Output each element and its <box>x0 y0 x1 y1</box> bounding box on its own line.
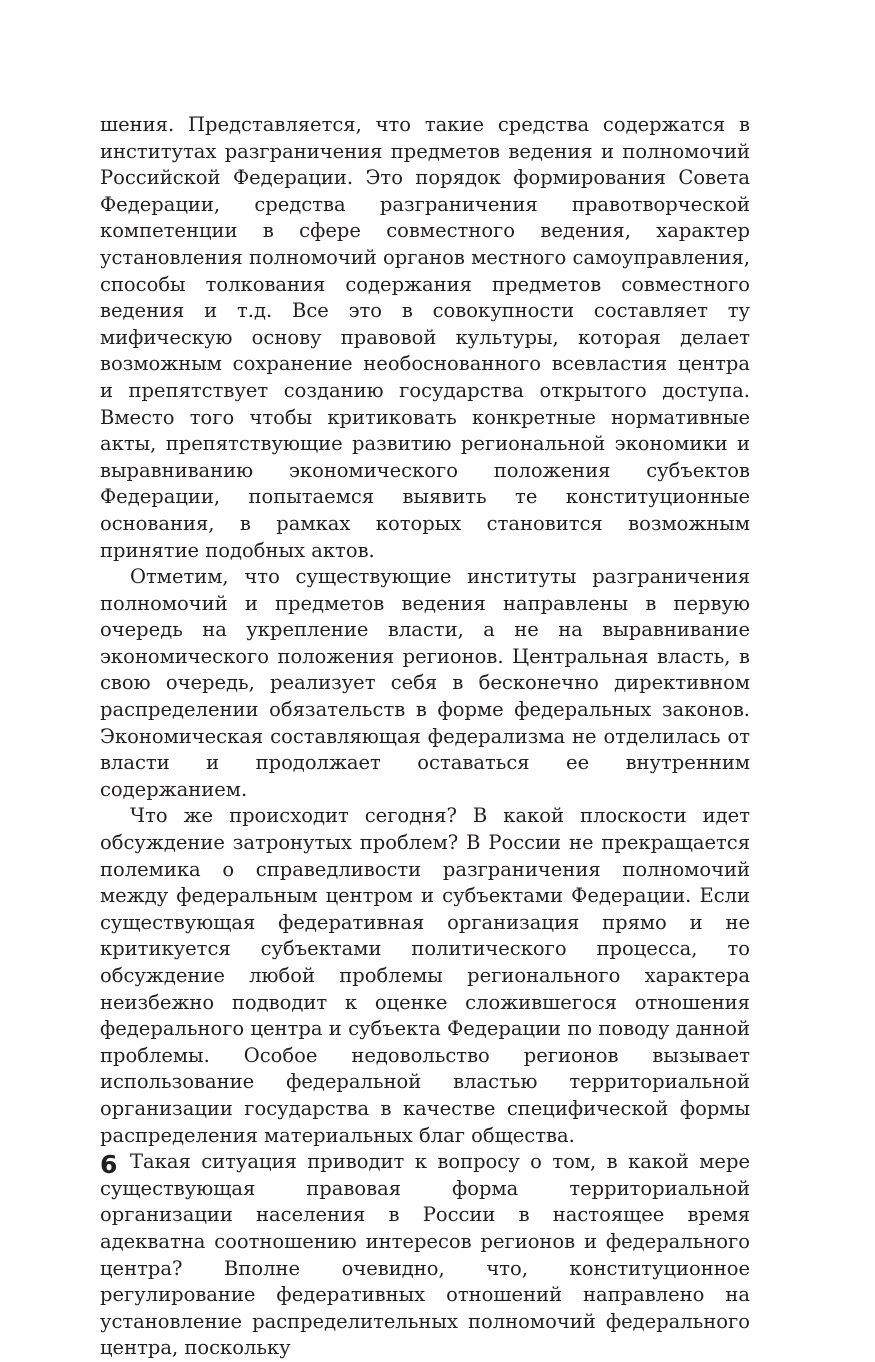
paragraph: Что же происходит сегодня? В какой плоскости идет обсуждение затронутых проблем? В России не прекращается полемика о справедливости разграничения полномочий между федеральным центром и субъектами Федерации. Если существующая федеративная организация прямо и не критикуется субъектами политического процесса, то обсуждение любой проблемы регионального характера неизбежно подводит к оценке сложившегося отношения федерального центра и субъекта Федерации по поводу данной проблемы. Особое недовольство регионов вызывает использование федеральной властью территориальной организации государства в качестве специфической формы распределения материальных благ общества. <box>100 804 750 1147</box>
paragraph: Отметим, что существующие институты разграничения полномочий и предметов ведения направлены в первую очередь на укрепление власти, а не на выравнивание экономического положения регионов. Центральная власть, в свою очередь, реализует себя в бесконечно директивном распределении обязательств в форме федеральных законов. Экономическая составляющая федерализма не отделилась от власти и продолжает оставаться ее внутренним содержанием. <box>100 565 750 801</box>
paragraph-continuation: шения. Представляется, что такие средства содержатся в институтах разграничения предметов ведения и полномочий Российской Федерации. Это порядок формирования Совета Федерации, средства разграничения правотворческой компетенции в сфере совместного ведения, характер установления полномочий органов местного самоуправления, способы толкования содержания предметов совместного ведения и т.д. Все это в совокупности составляет ту мифическую основу правовой культуры, которая делает возможным сохранение необоснованного всевластия центра и препятствует созданию государства открытого доступа. Вместо того чтобы критиковать конкретные нормативные акты, препятствующие развитию региональной экономики и выравниванию экономического положения субъектов Федерации, попытаемся выявить те конституционные основания, в рамках которых становится возможным принятие подобных актов. <box>100 113 750 562</box>
paragraph: Такая ситуация приводит к вопросу о том, в какой мере существующая правовая форма территориальной организации населения в России в настоящее время адекватна соотношению интересов регионов и федерального центра? Вполне очевидно, что, конституционное регулирование федеративных отношений направлено на установление распределительных полномочий федерального центра, поскольку <box>100 1150 750 1360</box>
body-text <box>100 112 750 1362</box>
page-number: 6 <box>100 1150 118 1179</box>
